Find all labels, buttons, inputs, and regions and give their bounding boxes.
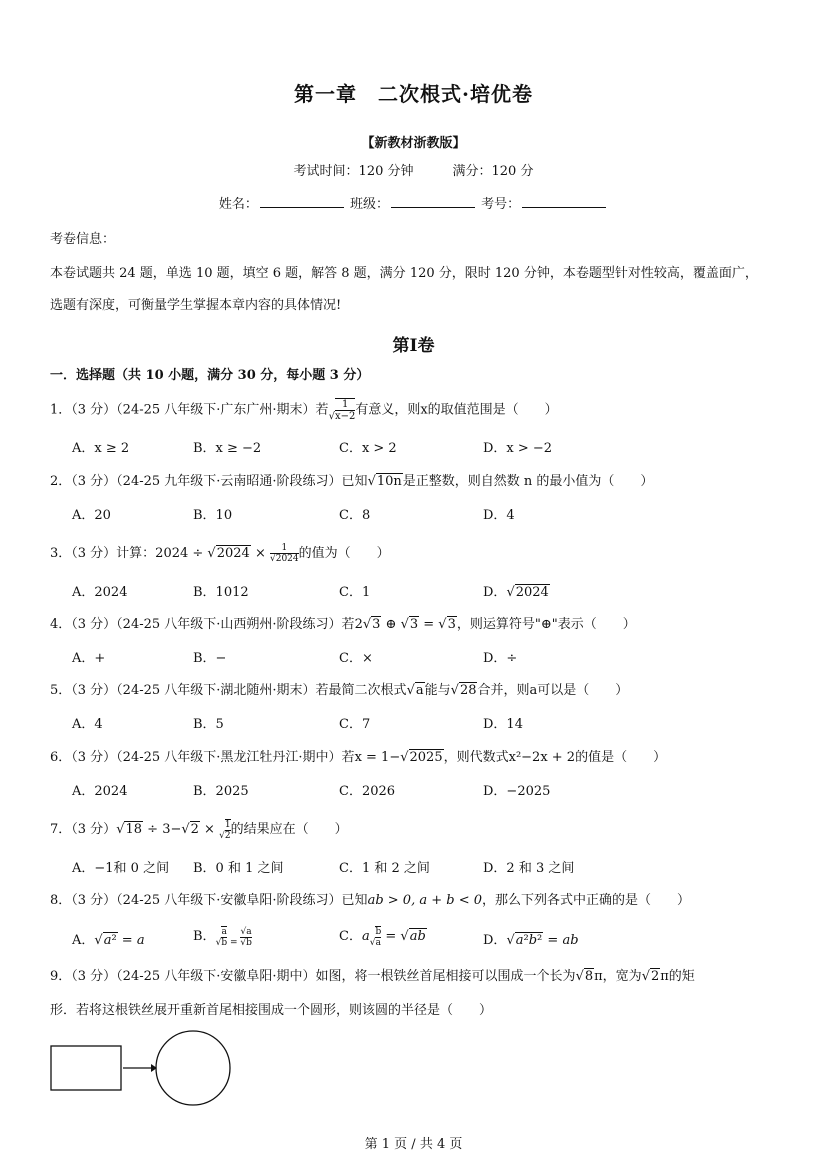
q3-fraction: $\frac{1}{√2024}$ — [269, 543, 299, 564]
question-6: 6．（3 分）（24-25 八年级下·黑龙江牡丹江·期中）若x = 1−√2025，则代数式x²−2x + 2的值是（ ） — [50, 750, 667, 765]
edition-label: 【新教材浙教版】 — [361, 136, 466, 151]
question-7-tail: 的结果应在（ ） — [230, 822, 348, 837]
question-9-stem: 9．（3 分）（24-25 八年级下·安徽阜阳·期中）如图，将一根铁丝首尾相接可以围成一个长为 — [50, 969, 576, 984]
q1-option-d[interactable]: D．x > −2 — [483, 441, 553, 456]
exam-time-info: 考试时间：120 分钟 满分：120 分 — [293, 164, 534, 179]
question-8-stem: 8．（3 分）（24-25 八年级下·安徽阜阳·阶段练习）已知 — [50, 893, 368, 908]
q4-option-b[interactable]: B．− — [193, 651, 227, 666]
question-7-stem: 7．（3 分） — [50, 822, 117, 837]
question-2-stem: 2．（3 分）（24-25 九年级下·云南昭通·阶段练习）已知 — [50, 474, 368, 489]
rectangle-shape — [51, 1046, 121, 1090]
q8-option-a[interactable]: A．√a² = a — [72, 933, 145, 948]
question-3: 3．（3 分）计算：2024 ÷ √2024 × $\frac{1}{√2024}$ 的值为（ ） — [50, 543, 390, 564]
q9-mid: π，宽为 — [594, 969, 642, 984]
q6-option-a[interactable]: A．2024 — [72, 784, 128, 799]
question-5: 5．（3 分）（24-25 八年级下·湖北随州·期末）若最简二次根式√a能与√28合并，则a可以是（ ） — [50, 683, 629, 698]
circle-shape — [156, 1031, 230, 1105]
question-9-line-2: 形．若将这根铁丝展开重新首尾相接围成一个圆形，则该圆的半径是（ ） — [50, 1003, 493, 1018]
q3-radicand: 2024 — [216, 546, 250, 561]
q6-option-d[interactable]: D．−2025 — [483, 784, 551, 799]
q8-condition: ab > 0, a + b < 0 — [367, 893, 482, 908]
question-8-tail: ，那么下列各式中正确的是（ ） — [482, 893, 691, 908]
student-info-row — [0, 193, 827, 212]
q7-option-a[interactable]: A．−1和 0 之间 — [72, 861, 170, 876]
sqrt-fraction: √ $\frac{1}{x-2}$ — [328, 399, 356, 422]
page-footer: 第 1 页 / 共 4 页 — [364, 1137, 463, 1152]
question-9-tail: π的矩 — [660, 969, 695, 984]
q8-option-d[interactable]: D．√a²b² = ab — [483, 933, 579, 948]
q5-option-c[interactable]: C．7 — [339, 717, 371, 732]
q5-option-b[interactable]: B．5 — [193, 717, 224, 732]
question-9: 9．（3 分）（24-25 八年级下·安徽阜阳·期中）如图，将一根铁丝首尾相接可以围成一个长为√8π，宽为√2π的矩 — [50, 969, 695, 984]
question-2: 2．（3 分）（24-25 九年级下·云南昭通·阶段练习）已知√10n是正整数，则自然数 n 的最小值为（ ） — [50, 474, 654, 489]
q7-option-c[interactable]: C．1 和 2 之间 — [339, 861, 430, 876]
number-field[interactable] — [522, 195, 606, 208]
q7-option-d[interactable]: D．2 和 3 之间 — [483, 861, 575, 876]
q1-option-a[interactable]: A．x ≥ 2 — [72, 441, 130, 456]
question-2-tail: 是正整数，则自然数 n 的最小值为（ ） — [402, 474, 654, 489]
section-title: 第Ⅰ卷 — [392, 336, 435, 356]
q4-option-c[interactable]: C．× — [339, 651, 373, 666]
q2-option-b[interactable]: B．10 — [193, 508, 233, 523]
question-3-tail: 的值为（ ） — [298, 546, 390, 561]
q8-option-b[interactable]: B．√ $\frac{a}{b}$ = $\frac{√a}{√b}$ — [193, 926, 252, 948]
q1-option-b[interactable]: B．x ≥ −2 — [193, 441, 262, 456]
q5-option-d[interactable]: D．14 — [483, 717, 523, 732]
class-label: 班级： — [349, 197, 389, 212]
q7-option-b[interactable]: B．0 和 1 之间 — [193, 861, 284, 876]
q7-expression: √18 ÷ 3−√2 × √ $\frac{1}{2}$ — [116, 819, 231, 841]
q1-option-c[interactable]: C．x > 2 — [339, 441, 397, 456]
number-label: 考号： — [481, 197, 521, 212]
question-1-stem: 1．（3 分）（24-25 八年级下·广东广州·期末）若 — [50, 402, 329, 418]
name-field[interactable] — [260, 195, 344, 208]
q2-option-d[interactable]: D．4 — [483, 508, 515, 523]
question-7 — [50, 818, 348, 841]
question-8 — [50, 889, 690, 908]
q2-option-a[interactable]: A．20 — [72, 508, 111, 523]
q5-mid: 能与 — [424, 683, 451, 698]
q6-option-b[interactable]: B．2025 — [193, 784, 249, 799]
question-1-tail: 有意义，则x的取值范围是（ ） — [355, 402, 558, 418]
q3-option-a[interactable]: A．2024 — [72, 585, 128, 600]
name-label: 姓名： — [218, 197, 258, 212]
q2-option-c[interactable]: C．8 — [339, 508, 371, 523]
question-6-tail: ，则代数式x²−2x + 2的值是（ ） — [443, 750, 667, 765]
info-line-2: 选题有深度，可衡量学生掌握本章内容的具体情况! — [50, 298, 342, 313]
q2-radicand: 10n — [376, 474, 402, 489]
q3-option-d[interactable]: D．√2024 — [483, 585, 549, 600]
part-heading: 一．选择题（共 10 小题，满分 30 分，每小题 3 分） — [50, 368, 370, 383]
question-4 — [50, 613, 636, 632]
q4-equation: 2√3 ⊕ √3 = √3 — [354, 617, 456, 632]
q6-option-c[interactable]: C．2026 — [339, 784, 396, 799]
question-3-stem: 3．（3 分）计算：2024 ÷ — [50, 546, 208, 561]
q3-option-c[interactable]: C．1 — [339, 585, 371, 600]
q4-option-d[interactable]: D．÷ — [483, 651, 518, 666]
question-1 — [50, 398, 558, 422]
class-field[interactable] — [391, 195, 475, 208]
q3-option-b[interactable]: B．1012 — [193, 585, 249, 600]
page-title: 第一章 二次根式·培优卷 — [294, 82, 533, 106]
question-4-stem: 4．（3 分）（24-25 八年级下·山西朔州·阶段练习）若 — [50, 617, 355, 632]
q5-option-a[interactable]: A．4 — [72, 717, 103, 732]
question-5-tail: 合并，则a可以是（ ） — [477, 683, 629, 698]
q9-figure — [45, 1028, 245, 1110]
q8-option-c[interactable]: C．a√ $\frac{b}{a}$ = √ab — [339, 926, 426, 948]
question-6-stem: 6．（3 分）（24-25 八年级下·黑龙江牡丹江·期中）若 — [50, 750, 355, 765]
question-5-stem: 5．（3 分）（24-25 八年级下·湖北随州·期末）若最简二次根式 — [50, 683, 407, 698]
info-line-1: 本卷试题共 24 题，单选 10 题，填空 6 题，解答 8 题，满分 120 分，限时 120 分钟，本卷题型针对性较高，覆盖面广， — [50, 266, 758, 281]
question-4-tail: ，则运算符号"⊕"表示（ ） — [456, 617, 636, 632]
info-label: 考卷信息： — [50, 232, 116, 247]
q4-option-a[interactable]: A．+ — [72, 651, 106, 666]
q6-mid: x = 1− — [354, 750, 401, 765]
